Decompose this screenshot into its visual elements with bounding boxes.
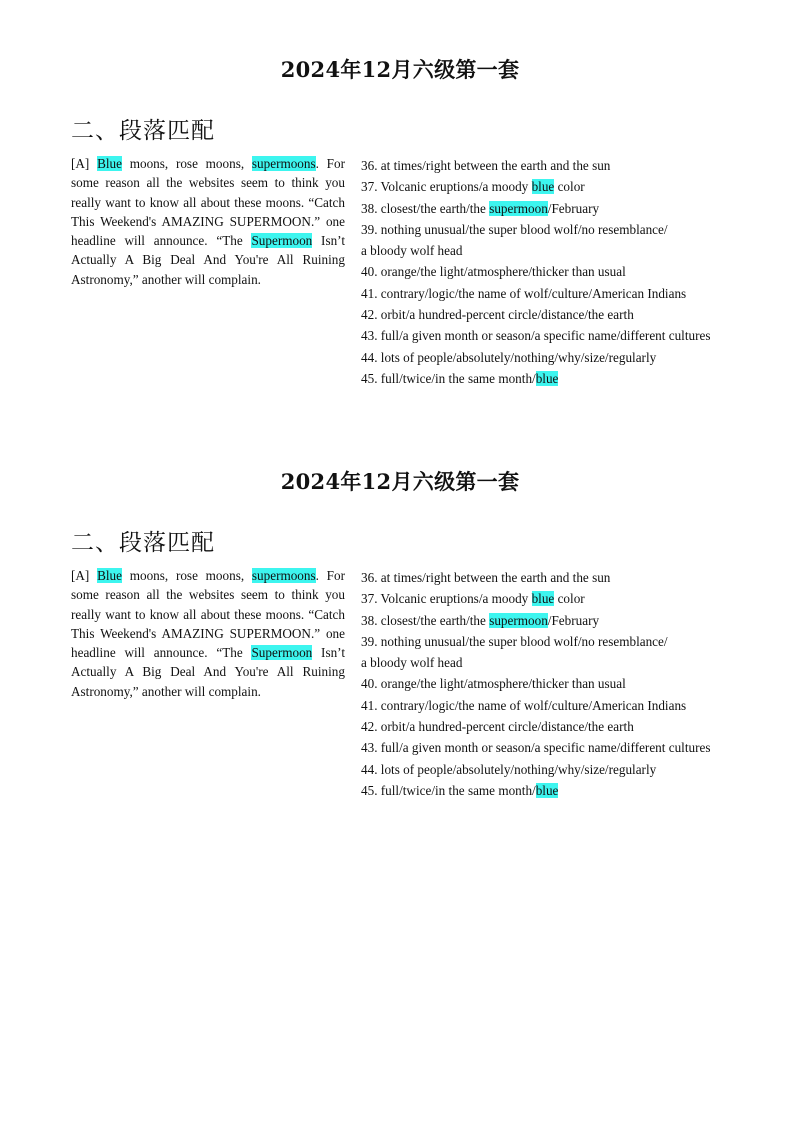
answer-block-2 [0, 462, 800, 862]
highlight-supermoons: supermoons [251, 568, 316, 583]
keyword-item-42: 42. orbit/a hundred-percent circle/distance/the earth [361, 307, 634, 323]
keyword-item-43: 43. full/a given month or season/a specific name/different cultures [361, 740, 711, 756]
highlight-blue: Blue [97, 568, 122, 583]
paragraph-label: [A] [71, 156, 90, 171]
keyword-list [361, 567, 771, 801]
keyword-text: 45. full/twice/in the same month/ [361, 370, 536, 386]
passage-text: Isn’t Actually A Big Deal And You're All Ruining Astronomy,” another will complain. [71, 645, 345, 699]
keyword-item-45 [361, 368, 771, 389]
keyword-item-43: 43. full/a given month or season/a specific name/different cultures [361, 328, 711, 344]
keyword-item-42: 42. orbit/a hundred-percent circle/distance/the earth [361, 719, 634, 735]
paragraph-label: [A] [71, 568, 90, 583]
page-title: 2024年12月六级第一套 [280, 57, 520, 82]
keyword-item-36: 36. at times/right between the earth and the sun [361, 570, 611, 585]
passage-text: moons, rose moons, [121, 568, 252, 583]
highlight-blue: blue [535, 370, 559, 386]
keyword-item-45 [361, 780, 771, 801]
passage-paragraph-a [71, 154, 345, 289]
passage-paragraph-a [71, 566, 345, 701]
keyword-item-39-cont: a bloody wolf head [361, 243, 463, 259]
keyword-item-41: 41. contrary/logic/the name of wolf/culture/American Indians [361, 285, 687, 301]
keyword-text: 38. closest/the earth/the [361, 612, 490, 628]
keyword-text: /February [547, 612, 600, 628]
keyword-item-39-cont: a bloody wolf head [361, 655, 463, 671]
keyword-item-44: 44. lots of people/absolutely/nothing/why/size/regularly [361, 349, 657, 365]
passage-text: . For some reason all the websites seem to think you really want to know all about these moons. “Catch This Weekend's AMAZING SUPERMOON.” one headline will announce. “The [71, 568, 346, 661]
keyword-item-39: 39. nothing unusual/the super blood wolf/no resemblance/ [361, 633, 668, 649]
keyword-text: 37. Volcanic eruptions/a moody [361, 179, 532, 195]
keyword-item-39: 39. nothing unusual/the super blood wolf/no resemblance/ [361, 221, 668, 237]
keyword-text: 37. Volcanic eruptions/a moody [361, 591, 532, 607]
section-heading: 二、段落匹配 [71, 530, 215, 556]
keyword-text: color [554, 179, 585, 195]
keyword-text: 38. closest/the earth/the [361, 200, 490, 216]
highlight-blue: Blue [97, 156, 122, 171]
answer-block-1 [0, 50, 800, 450]
keyword-text: /February [547, 200, 600, 216]
highlight-supermoon: supermoon [489, 200, 548, 216]
section-heading: 二、段落匹配 [71, 118, 215, 144]
highlight-supermoons: supermoons [251, 156, 316, 171]
keyword-item-37 [361, 176, 771, 197]
highlight-blue: blue [535, 782, 559, 798]
page-title: 2024年12月六级第一套 [280, 469, 520, 494]
highlight-supermoon: Supermoon [251, 233, 313, 249]
keyword-list [361, 155, 771, 389]
keyword-text: color [554, 591, 585, 607]
keyword-item-38 [361, 198, 771, 219]
highlight-blue: blue [531, 591, 555, 607]
keyword-item-41: 41. contrary/logic/the name of wolf/culture/American Indians [361, 697, 687, 713]
keyword-item-40: 40. orange/the light/atmosphere/thicker than usual [361, 676, 626, 692]
highlight-blue: blue [531, 179, 555, 195]
highlight-supermoon: Supermoon [251, 645, 313, 661]
keyword-item-36: 36. at times/right between the earth and the sun [361, 158, 611, 173]
keyword-item-40: 40. orange/the light/atmosphere/thicker than usual [361, 264, 626, 280]
keyword-item-38 [361, 610, 771, 631]
passage-text: Isn’t Actually A Big Deal And You're All Ruining Astronomy,” another will complain. [71, 233, 345, 287]
keyword-item-37 [361, 588, 771, 609]
passage-text: . For some reason all the websites seem to think you really want to know all about these moons. “Catch This Weekend's AMAZING SUPERMOON.” one headline will announce. “The [71, 156, 346, 249]
keyword-text: 45. full/twice/in the same month/ [361, 782, 536, 798]
highlight-supermoon: supermoon [489, 612, 548, 628]
keyword-item-44: 44. lots of people/absolutely/nothing/why/size/regularly [361, 761, 657, 777]
passage-text: moons, rose moons, [121, 156, 252, 171]
